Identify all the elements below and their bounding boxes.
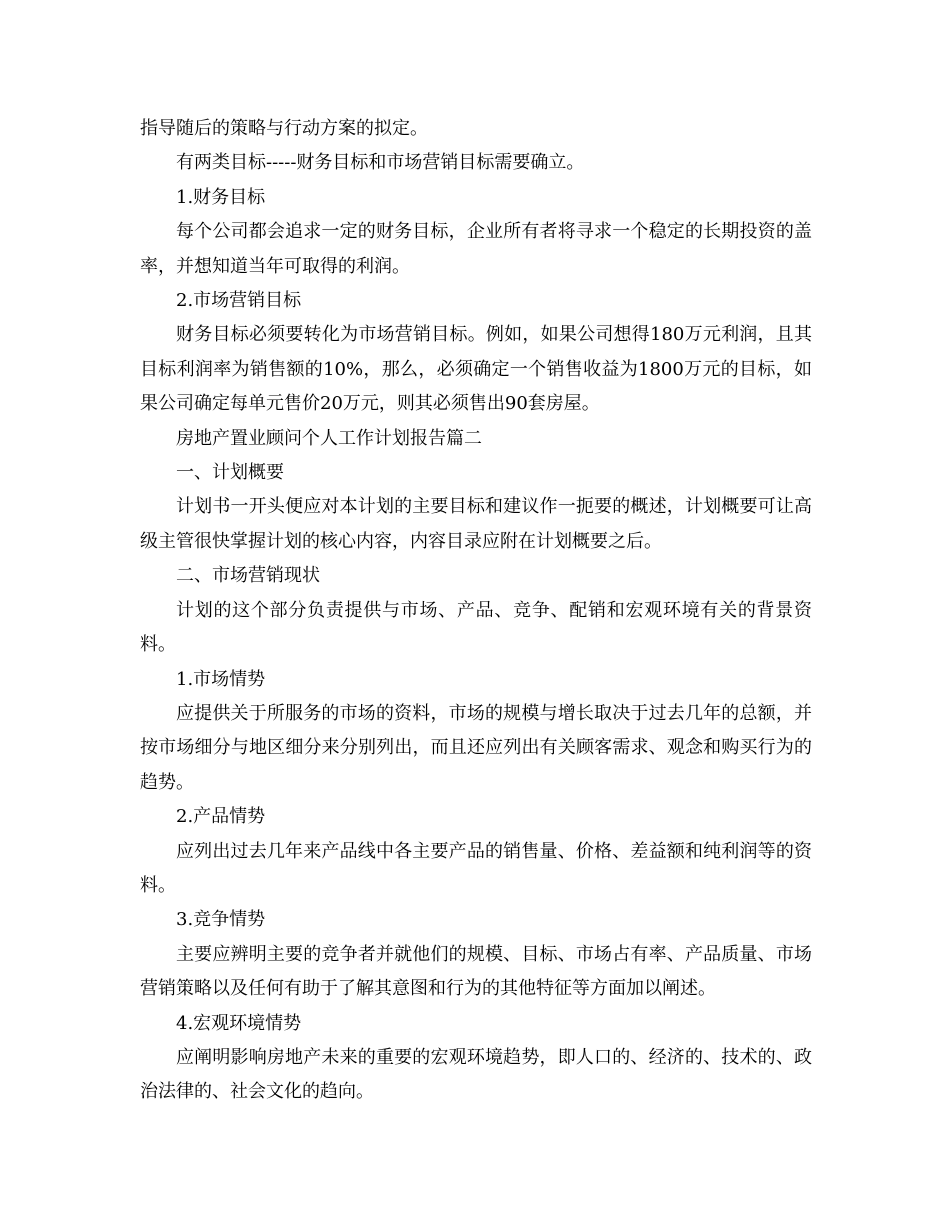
paragraph-continuation: 指导随后的策略与行动方案的拟定。 bbox=[140, 118, 428, 139]
heading-marketing-goals: 2.市场营销目标 bbox=[176, 290, 302, 312]
paragraph-competition-situation: 主要应辨明主要的竞争者并就他们的规模、目标、市场占有率、产品质量、市场营销策略以及任何有助于了解其意图和行为的其他特征等方面加以阐述。 bbox=[140, 943, 812, 1000]
heading-plan-summary: 一、计划概要 bbox=[176, 462, 284, 484]
heading-product-situation: 2.产品情势 bbox=[176, 806, 266, 828]
paragraph-marketing-status: 计划的这个部分负责提供与市场、产品、竞争、配销和宏观环境有关的背景资料。 bbox=[140, 599, 812, 656]
paragraph-plan-summary: 计划书一开头便应对本计划的主要目标和建议作一扼要的概述，计划概要可让高级主管很快掌握计划的核心内容，内容目录应附在计划概要之后。 bbox=[140, 496, 812, 552]
paragraph-market-situation: 应提供关于所服务的市场的资料，市场的规模与增长取决于过去几年的总额，并按市场细分与地区细分来分别列出，而且还应列出有关顾客需求、观念和购买行为的趋势。 bbox=[140, 702, 812, 793]
heading-competition-situation: 3.竞争情势 bbox=[176, 909, 266, 931]
heading-marketing-status: 二、市场营销现状 bbox=[176, 565, 320, 587]
section-title-part-two: 房地产置业顾问个人工作计划报告篇二 bbox=[176, 427, 482, 449]
paragraph-macro-environment: 应阐明影响房地产未来的重要的宏观环境趋势，即人口的、经济的、技术的、政治法律的、社会文化的趋向。 bbox=[140, 1046, 812, 1103]
paragraph-marketing-goals: 财务目标必须要转化为市场营销目标。例如，如果公司想得180万元利润，且其目标利润率为销售额的10%，那么，必须确定一个销售收益为1800万元的目标，如果公司确定每单元售价20万元，则其必须售出90套房屋。 bbox=[140, 324, 812, 415]
document-body bbox=[140, 112, 812, 1110]
heading-market-situation: 1.市场情势 bbox=[176, 668, 266, 690]
heading-macro-environment: 4.宏观环境情势 bbox=[176, 1012, 302, 1034]
paragraph-financial-goals: 每个公司都会追求一定的财务目标，企业所有者将寻求一个稳定的长期投资的盖率，并想知道当年可取得的利润。 bbox=[140, 221, 812, 277]
paragraph-two-goals: 有两类目标-----财务目标和市场营销目标需要确立。 bbox=[176, 152, 585, 174]
heading-financial-goals: 1.财务目标 bbox=[176, 186, 266, 208]
paragraph-product-situation: 应列出过去几年来产品线中各主要产品的销售量、价格、差益额和纯利润等的资料。 bbox=[140, 840, 812, 896]
